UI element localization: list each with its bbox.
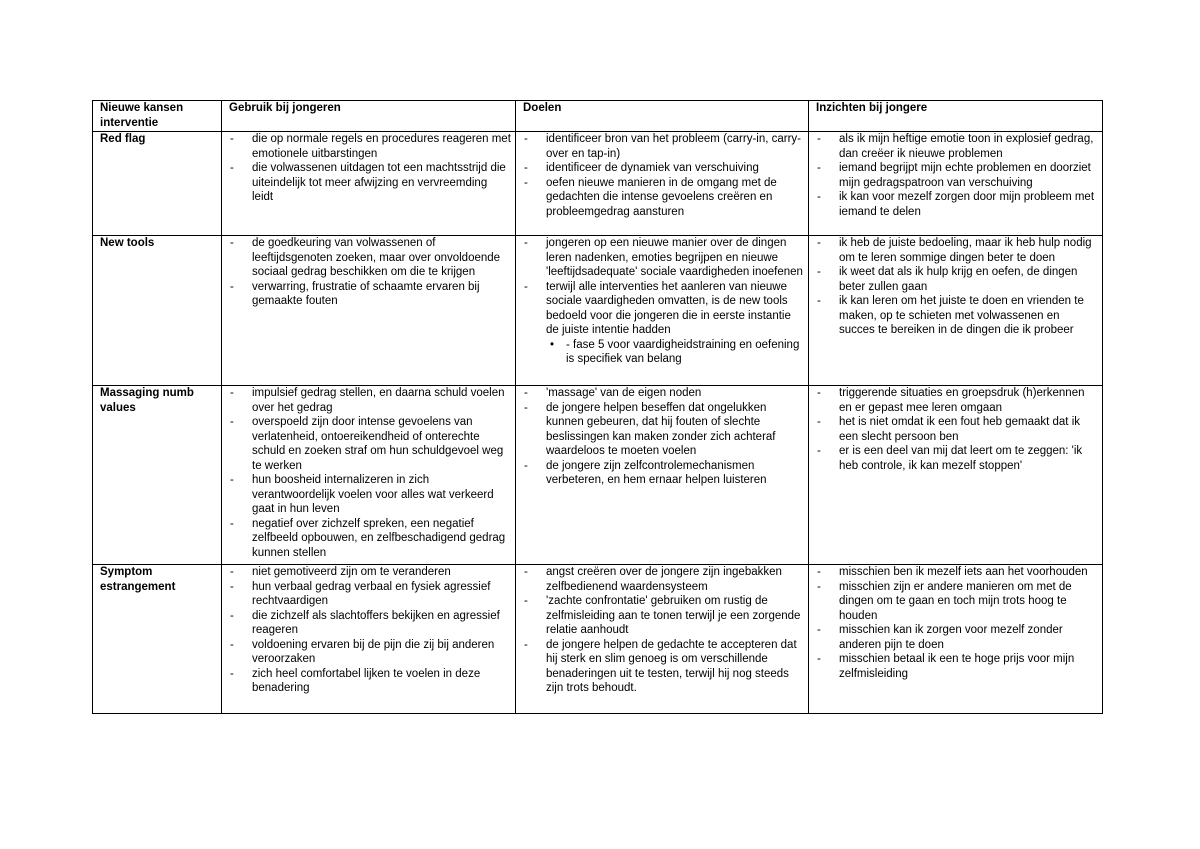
header-inzichten: Inzichten bij jongere — [809, 101, 1103, 132]
list-item: - die volwassenen uitdagen tot een machtsstrijd die uiteindelijk tot meer afwijzing en vervreemding leidt — [226, 161, 511, 205]
list-item: - triggerende situaties en groepsdruk (h)erkennen en er gepast mee leren omgaan — [813, 386, 1098, 415]
list-item: - identificeer bron van het probleem (carry-in, carry-over en tap-in) — [520, 132, 804, 161]
list-item: - ik kan leren om het juiste te doen en vrienden te maken, op te schieten met volwassenen en succes te bereiken in de dingen die ik probeer — [813, 294, 1098, 338]
list-item: - hun verbaal gedrag verbaal en fysiek agressief rechtvaardigen — [226, 580, 511, 609]
list-item: - misschien ben ik mezelf iets aan het voorhouden — [813, 565, 1098, 580]
inzichten-list — [813, 236, 1098, 338]
list-item: - ik kan voor mezelf zorgen door mijn probleem met iemand te delen — [813, 190, 1098, 219]
list-item: - het is niet omdat ik een fout heb gemaakt dat ik een slecht persoon ben — [813, 415, 1098, 444]
list-item: - verwarring, frustratie of schaamte ervaren bij gemaakte fouten — [226, 280, 511, 309]
gebruik-list — [226, 386, 511, 560]
list-item: - iemand begrijpt mijn echte problemen en doorziet mijn gedragspatroon van verschuiving — [813, 161, 1098, 190]
list-item: - de goedkeuring van volwassenen of leeftijdsgenoten zoeken, maar over onvoldoende sociaal gedrag beschikken om die te krijgen — [226, 236, 511, 280]
doelen-cell — [516, 132, 809, 236]
header-doelen: Doelen — [516, 101, 809, 132]
intervention-table — [92, 100, 1103, 714]
list-item: - de jongere helpen de gedachte te accepteren dat hij sterk en slim genoeg is om verschillende benaderingen uit te testen, terwijl hij nog steeds zijn trots behoudt. — [520, 638, 804, 696]
list-item: - hun boosheid internalizeren in zich verantwoordelijk voelen voor alles wat verkeerd gaat in hun leven — [226, 473, 511, 517]
gebruik-cell — [222, 236, 516, 386]
list-item: - angst creëren over de jongere zijn ingebakken zelfbedienend waardensysteem — [520, 565, 804, 594]
gebruik-cell — [222, 386, 516, 565]
row-label: New tools — [93, 236, 222, 386]
gebruik-list — [226, 565, 511, 696]
header-gebruik: Gebruik bij jongeren — [222, 101, 516, 132]
list-item: - identificeer de dynamiek van verschuiving — [520, 161, 804, 176]
header-interventie: Nieuwe kansen interventie — [93, 101, 222, 132]
gebruik-cell — [222, 132, 516, 236]
list-item: - overspoeld zijn door intense gevoelens van verlatenheid, ontoereikendheid of onterechte schuld en zoeken straf om hun schuldgevoel weg te werken — [226, 415, 511, 473]
list-item: - als ik mijn heftige emotie toon in explosief gedrag, dan creëer ik nieuwe problemen — [813, 132, 1098, 161]
gebruik-list — [226, 236, 511, 309]
list-item: - misschien betaal ik een te hoge prijs voor mijn zelfmisleiding — [813, 652, 1098, 681]
doelen-cell — [516, 386, 809, 565]
table-row — [93, 236, 1103, 386]
table-row — [93, 565, 1103, 714]
list-item: - misschien kan ik zorgen voor mezelf zonder anderen pijn te doen — [813, 623, 1098, 652]
list-item: - niet gemotiveerd zijn om te veranderen — [226, 565, 511, 580]
gebruik-list — [226, 132, 511, 205]
list-item: • - fase 5 voor vaardigheidstraining en oefening is specifiek van belang — [520, 338, 804, 367]
list-item: - impulsief gedrag stellen, en daarna schuld voelen over het gedrag — [226, 386, 511, 415]
doelen-list — [520, 565, 804, 696]
inzichten-cell — [809, 565, 1103, 714]
row-label: Symptom estrangement — [93, 565, 222, 714]
doelen-list — [520, 236, 804, 338]
table-row — [93, 132, 1103, 236]
list-item: - jongeren op een nieuwe manier over de dingen leren nadenken, emoties begrijpen en nieuwe 'leeftijdsadequate' sociale vaardigheden inoefenen — [520, 236, 804, 280]
list-item: - misschien zijn er andere manieren om met de dingen om te gaan en toch mijn trots hoog te houden — [813, 580, 1098, 624]
table-row — [93, 386, 1103, 565]
list-item: - oefen nieuwe manieren in de omgang met de gedachten die intense gevoelens creëren en probleemgedrag aansturen — [520, 176, 804, 220]
list-item: - ik heb de juiste bedoeling, maar ik heb hulp nodig om te leren sommige dingen beter te doen — [813, 236, 1098, 265]
doelen-list — [520, 386, 804, 488]
list-item: - de jongere zijn zelfcontrolemechanismen verbeteren, en hem ernaar helpen luisteren — [520, 459, 804, 488]
inzichten-cell — [809, 132, 1103, 236]
gebruik-cell — [222, 565, 516, 714]
row-label: Massaging numb values — [93, 386, 222, 565]
inzichten-list — [813, 565, 1098, 681]
inzichten-cell — [809, 386, 1103, 565]
list-item: - zich heel comfortabel lijken te voelen in deze benadering — [226, 667, 511, 696]
list-item: - er is een deel van mij dat leert om te zeggen: 'ik heb controle, ik kan mezelf stoppen' — [813, 444, 1098, 473]
list-item: - die zichzelf als slachtoffers bekijken en agressief reageren — [226, 609, 511, 638]
list-item: - de jongere helpen beseffen dat ongelukken kunnen gebeuren, dat hij fouten of slechte beslissingen kan maken zonder zich achteraf waardeloos te moeten voelen — [520, 401, 804, 459]
doelen-sublist — [520, 338, 804, 367]
doelen-cell — [516, 565, 809, 714]
header-row — [93, 101, 1103, 132]
inzichten-cell — [809, 236, 1103, 386]
doelen-cell — [516, 236, 809, 386]
row-label: Red flag — [93, 132, 222, 236]
inzichten-list — [813, 386, 1098, 473]
list-item: - 'massage' van de eigen noden — [520, 386, 804, 401]
list-item: - voldoening ervaren bij de pijn die zij bij anderen veroorzaken — [226, 638, 511, 667]
list-item: - negatief over zichzelf spreken, een negatief zelfbeeld opbouwen, en zelfbeschadigend gedrag kunnen stellen — [226, 517, 511, 561]
inzichten-list — [813, 132, 1098, 219]
list-item: - die op normale regels en procedures reageren met emotionele uitbarstingen — [226, 132, 511, 161]
doelen-list — [520, 132, 804, 219]
list-item: - ik weet dat als ik hulp krijg en oefen, de dingen beter zullen gaan — [813, 265, 1098, 294]
list-item: - terwijl alle interventies het aanleren van nieuwe sociale vaardigheden omvatten, is de new tools bedoeld voor die jongeren die in eerste instantie de juiste intentie hadden — [520, 280, 804, 338]
list-item: - 'zachte confrontatie' gebruiken om rustig de zelfmisleiding aan te tonen terwijl je een zorgende relatie aanhoudt — [520, 594, 804, 638]
